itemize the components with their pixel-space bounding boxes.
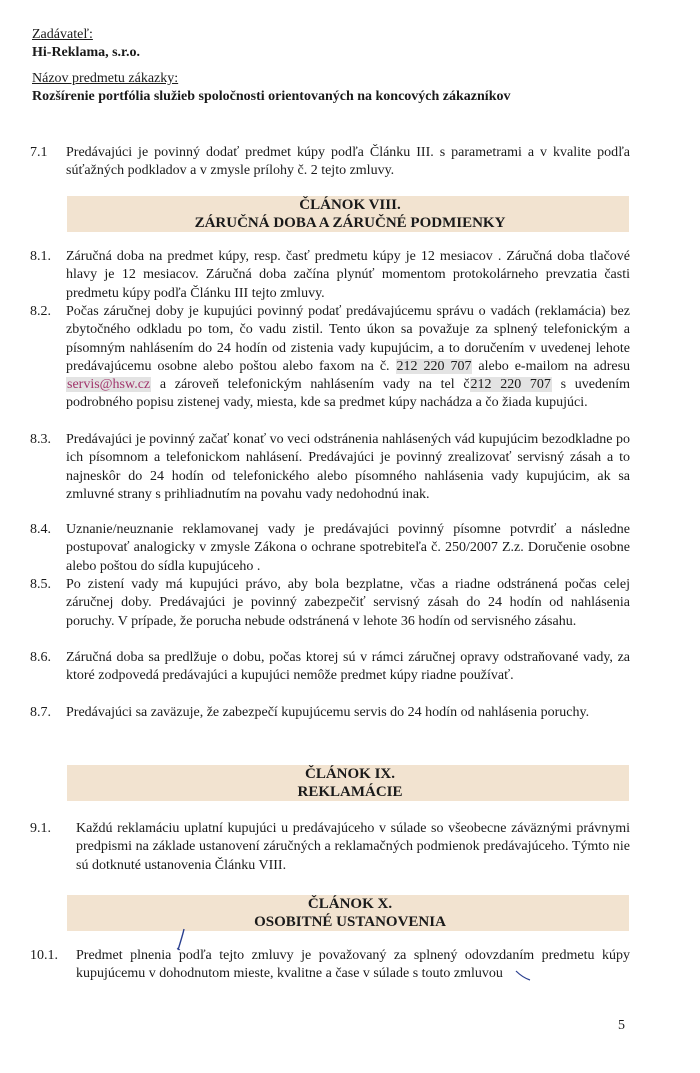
client-label: Zadávateľ:: [32, 27, 93, 42]
article-10-heading: ČLÁNOK X.: [307, 896, 393, 912]
subject-name: Rozšírenie portfólia služieb spoločnosti orientovaných na koncových zákazníkov: [32, 89, 511, 104]
clause-text-part: s uvedením podrobného popisu zistenej vady, miesta, kde sa predmet kúpy nachádza a čo žiada kupujúci.: [66, 377, 630, 411]
clause-number: 8.1.: [30, 249, 51, 264]
article-10-title: OSOBITNÉ USTANOVENIA: [254, 914, 446, 930]
clause-number: 8.7.: [30, 705, 51, 720]
clause-text: Záručná doba na predmet kúpy, resp. časť predmetu kúpy je 12 mesiacov . Záručná doba tlačové hlavy je 12 mesiacov. Záručná doba začína plynúť momentom protokolárneho prevzatia časti predmetu kúpy podľa Článku III tejto zmluvy.: [66, 249, 630, 301]
clause-text: Záručná doba sa predlžuje o dobu, počas ktorej sú v rámci záručnej opravy odstraňované vady, za ktoré zodpovedá predávajúci a kupujúci nemôže predmet kúpy riadne používať.: [66, 650, 630, 684]
pen-tick-icon: [514, 965, 532, 983]
clause-text: [66, 303, 630, 413]
clause-text: Predmet plnenia podľa tejto zmluvy je považovaný za splnený odovzdaním predmetu kúpy kupujúcemu v dohodnutom mieste, kvalitne a čase v súlade s touto zmluvou: [76, 948, 630, 982]
subject-label: Názov predmetu zákazky:: [32, 71, 179, 86]
fax-number: 212 220 707: [396, 358, 472, 374]
clause-text-part: a zároveň telefonickým nahlásením vady na tel č: [159, 377, 470, 393]
clause-text: Predávajúci je povinný začať konať vo veci odstránenia nahlásených vád kupujúcim bezodkladne po ich písomnom a telefonickom nahlásení. Predávajúci je povinný zrealizovať servisný zásah a to najneskôr do 24 hodín od telefonického alebo písomného nahlásenia vady kupujúcim, ak sa zmluvné strany s prihliadnutím na povahu vady nedohodnú inak.: [66, 432, 630, 502]
email-link[interactable]: servis@hsw.cz: [67, 377, 151, 393]
clause-number: 8.5.: [30, 577, 51, 592]
clause-number: 7.1: [30, 145, 48, 160]
article-9-title: REKLAMÁCIE: [297, 784, 403, 800]
clause-number: 8.6.: [30, 650, 51, 665]
clause-text: Uznanie/neuznanie reklamovanej vady je predávajúci povinný písomne potvrdiť a následne postupovať analogicky v zmysle Zákona o ochrane spotrebiteľa č. 250/2007 Z.z. Doručenie osobne alebo poštou do sídla kupujúceho .: [66, 522, 630, 574]
article-8-title: ZÁRUČNÁ DOBA A ZÁRUČNÉ PODMIENKY: [194, 215, 506, 231]
clause-number: 8.2.: [30, 304, 51, 319]
clause-number: 10.1.: [30, 948, 58, 963]
clause-text: Predávajúci sa zaväzuje, že zabezpečí kupujúcemu servis do 24 hodín od nahlásenia poruchy.: [66, 705, 590, 720]
clause-text-part: Počas záručnej doby je kupujúci povinný podať predávajúcemu správu o vadách (reklamácia) bez zbytočného odkladu po tom, čo vadu zistil. Tento úkon sa považuje za splnený telefonickým a písomným nahlásením do 24 hodín od zistenia vady kupujúcim, a to doručením v uvedenej lehote predávajúcemu osobne alebo poštou alebo faxom na č.: [66, 304, 630, 374]
clause-text-part: alebo e-mailom na adresu: [478, 358, 631, 374]
clause-number: 8.3.: [30, 432, 51, 447]
pen-mark-icon: [174, 928, 188, 952]
clause-number: 9.1.: [30, 821, 51, 836]
clause-text: Predávajúci je povinný dodať predmet kúpy podľa Článku III. s parametrami a v kvalite podľa súťažných podkladov a v zmysle prílohy č. 2 tejto zmluvy.: [66, 145, 630, 179]
clause-number: 8.4.: [30, 522, 51, 537]
clause-text: Po zistení vady má kupujúci právo, aby bola bezplatne, včas a riadne odstránená počas celej záručnej doby. Predávajúci je povinný zabezpečiť servisný zásah do 24 hodín od nahlásenia poruchy. V prípade, že porucha nebude odstránená v lehote 36 hodín od servisného zásahu.: [66, 577, 630, 629]
page-number: 5: [618, 1018, 625, 1033]
article-9-heading: ČLÁNOK IX.: [304, 766, 395, 782]
clause-text: Každú reklamáciu uplatní kupujúci u predávajúceho v súlade so všeobecne záväznými právnymi predpismi na základe ustanovení záručných a reklamačných podmienok predávajúceho. Týmto nie sú dotknuté ustanovenia Článku VIII.: [76, 821, 630, 873]
article-8-heading: ČLÁNOK VIII.: [299, 197, 401, 213]
phone-number: 212 220 707: [470, 377, 551, 393]
client-name: Hi-Reklama, s.r.o.: [32, 45, 140, 60]
